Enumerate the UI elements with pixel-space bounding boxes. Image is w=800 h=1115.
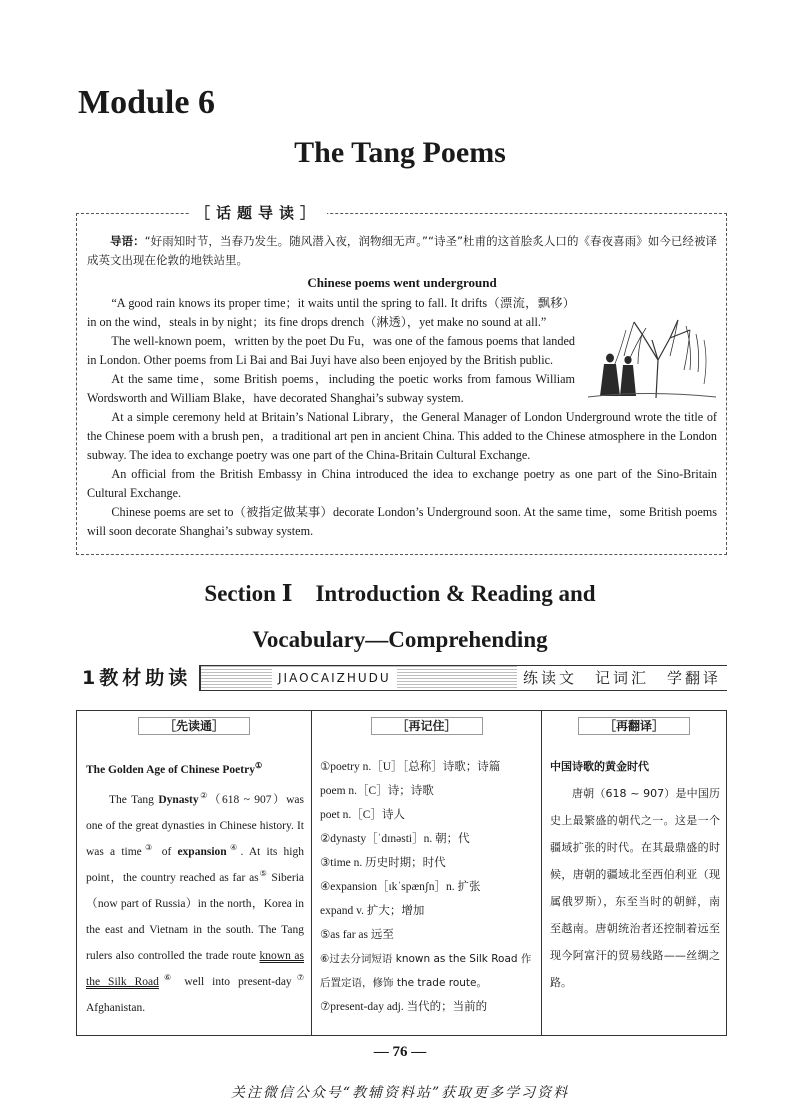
intro-lead-label: 导语： [110,234,145,248]
vocab-note: expand v. 扩大；增加 [320,905,425,917]
banner-label: 1教材助读 [76,665,201,691]
vocab-note: ①poetry n.［U］［总称］诗歌；诗篇 [320,761,501,773]
vocab-note: ③time n. 历史时期；时代 [320,857,446,869]
section-heading [0,571,800,663]
page-number: — 76 — [373,1044,427,1060]
textbook-guide-banner [76,665,727,691]
vocabulary-notes [320,755,536,1019]
intro-lead [87,232,717,270]
column-header: ［先读通］ [138,717,250,735]
translation-column [542,711,726,1035]
topic-intro-text [87,232,717,541]
translation-title: 中国诗歌的黄金时代 [550,760,649,773]
page-title: The Tang Poems [294,136,506,169]
article-paragraph: “A good rain knows its proper time；it waits until the spring to fall. It drifts（漂流，飘移）in on the wind，steals in by night；its fine drops drench（淋透），yet make no sound at all.” [87,296,575,329]
vocab-note: 后置定语，修饰 the trade route。 [320,977,487,989]
vocab-note: ④expansion［ɪkˈspænʃn］n. 扩张 [320,881,481,893]
module-title: Module 6 [78,84,215,121]
section-heading-line: Vocabulary—Comprehending [252,627,548,652]
translation-text [550,753,720,996]
article-paragraph: The well-known poem，written by the poet Du Fu，was one of the famous poems that landed in London. Other poems from Li Bai and Bai Juyi have also been enjoyed by the British public. [87,334,575,367]
column-header: ［再翻译］ [578,717,690,735]
article-paragraph: At the same time，some British poems，including the poetic works from famous William Wordsworth and William Blake，have decorated Shanghai’s subway system. [87,372,575,405]
reading-table [76,710,727,1036]
vocab-note: poem n.［C］诗；诗歌 [320,785,434,797]
article-paragraph: At a simple ceremony held at Britain’s National Library，the General Manager of London Underground wrote the title of the Chinese poem with a brush pen，a traditional art pen in ancient China. This added to the Chinese atmosphere in the London subway. The idea to exchange poetry was one part of the China-Britain Cultural Exchange. [87,410,717,462]
topic-intro-box [76,204,727,555]
vocab-note: ②dynasty［ˈdɪnəsti］n. 朝；代 [320,833,470,845]
banner-pinyin: JIAOCAIZHUDU [272,668,397,688]
intro-lead-text: “好雨知时节，当春乃发生。随风潜入夜，润物细无声。”“诗圣”杜甫的这首脍炙人口的《春夜喜雨》如今已经被译成英文出现在伦敦的地铁站里。 [87,234,718,267]
passage-text: The Tang Dynasty②（618 ~ 907）was one of the great dynasties in Chinese history. It was a time③ of expansion④. At its high point，the country reached as far as⑤ Siberia（now part of Russia）in the north，Korea in the east and Vietnam in the south. The Tang rulers also controlled the trade route known as the Silk Road⑥ well into present-day⑦ Afghanistan. [86,791,305,1014]
vocab-note: poet n.［C］诗人 [320,809,405,821]
article-title: Chinese poems went underground [307,275,497,290]
article-paragraph: Chinese poems are set to（被指定做某事）decorate London’s Underground soon. At the same time，some British poems will soon decorate Shanghai’s subway system. [87,505,717,538]
passage-title: The Golden Age of Chinese Poetry① [86,761,263,776]
vocab-note: ⑤as far as 远至 [320,929,394,941]
topic-intro-tab: ［话题导读］ [189,202,327,223]
article-paragraph: An official from the British Embassy in China introduced the idea to exchange poetry as one part of the Sino-Britain Cultural Exchange. [87,467,717,500]
vocab-note: ⑥过去分词短语 known as the Silk Road 作 [320,953,532,965]
banner-slogan: 练读文 记词汇 学翻译 [517,666,727,690]
vocab-note: ⑦present-day adj. 当代的；当前的 [320,1001,488,1013]
column-header: ［再记住］ [371,717,483,735]
topic-intro-label: 话题导读 [216,204,301,222]
footer-note: 关注微信公众号“教辅资料站”获取更多学习资料 [230,1085,570,1101]
reading-passage [86,757,304,1021]
section-heading-line: Section Ⅰ Introduction & Reading and [204,581,596,606]
reading-column [77,711,312,1035]
memorize-column [312,711,542,1035]
translation-paragraph: 唐朝（618 ~ 907）是中国历史上最繁盛的朝代之一。这是一个疆域扩张的时代。在其最鼎盛的时候，唐朝的疆域北至西伯利亚（现属俄罗斯），东至当时的朝鲜，南至越南。唐朝统治者还控制着远至现今阿富汗的贸易线路——丝绸之路。 [550,787,720,989]
